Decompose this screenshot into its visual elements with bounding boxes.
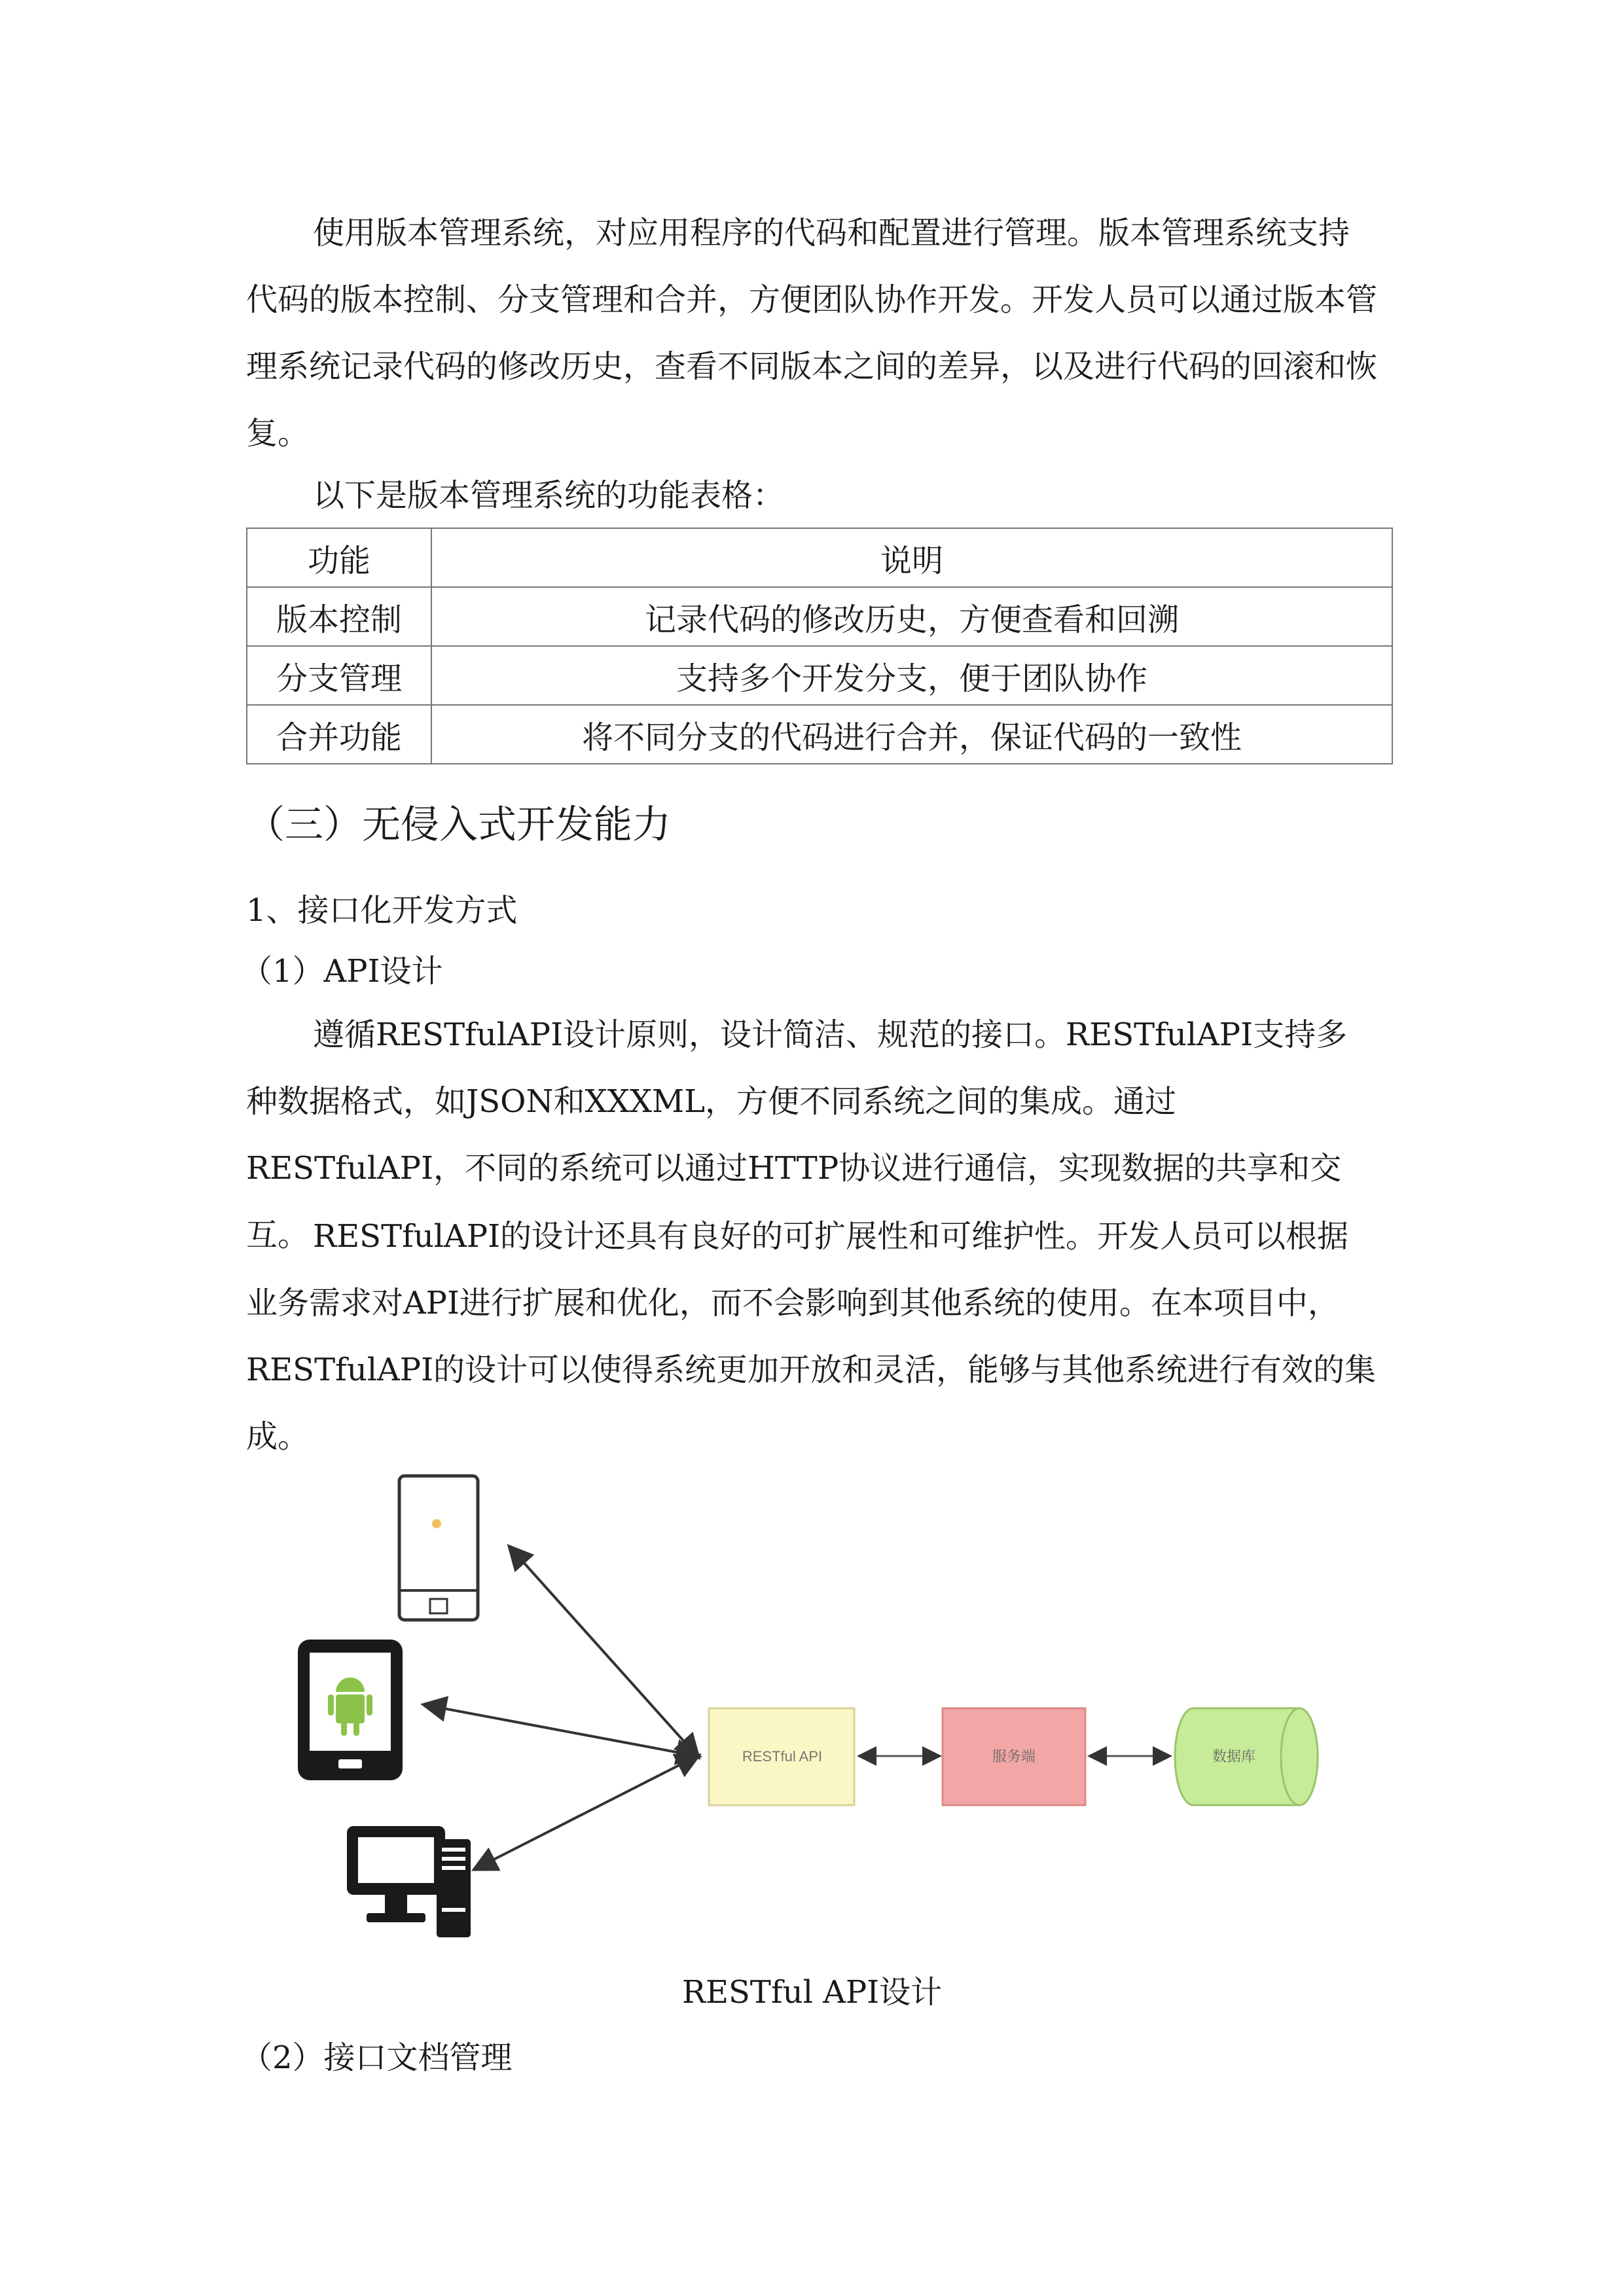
table-row (247, 587, 1392, 646)
database-label: 数据库 (1212, 1749, 1256, 1765)
paragraph-api-extensibility: RESTfulAPI的设计还具有良好的可扩展性和可维护性。开发人员可以根据业务需求对API进行扩展和优化，而不会影响到其他系统的使用。在本项目中，RESTfulAPI的设计可以使得系统更加开放和灵活，能够与其他系统进行有效的集成。 (246, 1218, 1377, 1455)
table-header-cell: 功能 (247, 528, 431, 587)
table-row (247, 705, 1392, 764)
table-cell: 记录代码的修改历史，方便查看和回溯 (431, 587, 1392, 646)
table-cell: 版本控制 (247, 587, 431, 646)
paragraph-api-design: 遵循RESTfulAPI设计原则，设计简洁、规范的接口。RESTfulAPI支持多种数据格式，如JSON和XXXML，方便不同系统之间的集成。通过RESTfulAPI，不同的系统可以通过HTTP协议进行通信，实现数据的共享和交互。 (246, 1016, 1348, 1253)
subsubsection-heading: （1）API设计 (241, 953, 443, 990)
arrow-api-phone (511, 1548, 697, 1756)
table-row (247, 646, 1392, 705)
arrow-api-tablet (425, 1705, 697, 1756)
table-cell: 支持多个开发分支，便于团队协作 (431, 646, 1392, 705)
server-label: 服务端 (992, 1749, 1036, 1765)
figure-caption: RESTful API设计 (681, 1974, 943, 2011)
android-tablet-icon (298, 1640, 403, 1780)
paragraph-version-control: 使用版本管理系统，对应用程序的代码和配置进行管理。版本管理系统支持代码的版本控制、分支管理和合并，方便团队协作开发。开发人员可以通过版本管理系统记录代码的修改历史，查看不同版本之间的差异，以及进行代码的回滚和恢复。 (246, 215, 1378, 452)
table-cell: 分支管理 (247, 646, 431, 705)
phone-icon (399, 1476, 478, 1620)
restful-api-diagram (285, 1456, 1358, 1954)
subsection-heading: 1、接口化开发方式 (246, 892, 518, 929)
table-intro: 以下是版本管理系统的功能表格： (313, 477, 785, 514)
table-header-row (247, 528, 1392, 587)
table-cell: 将不同分支的代码进行合并，保证代码的一致性 (431, 705, 1392, 764)
feature-table (246, 528, 1393, 764)
subsubsection-heading: （2）接口文档管理 (241, 2039, 513, 2076)
restful-api-label: RESTful API (742, 1748, 823, 1765)
table-header-cell: 说明 (431, 528, 1392, 587)
desktop-computer-icon (347, 1826, 471, 1937)
table-cell: 合并功能 (247, 705, 431, 764)
arrow-api-desktop (476, 1756, 697, 1869)
section-heading: （三）无侵入式开发能力 (246, 802, 672, 847)
